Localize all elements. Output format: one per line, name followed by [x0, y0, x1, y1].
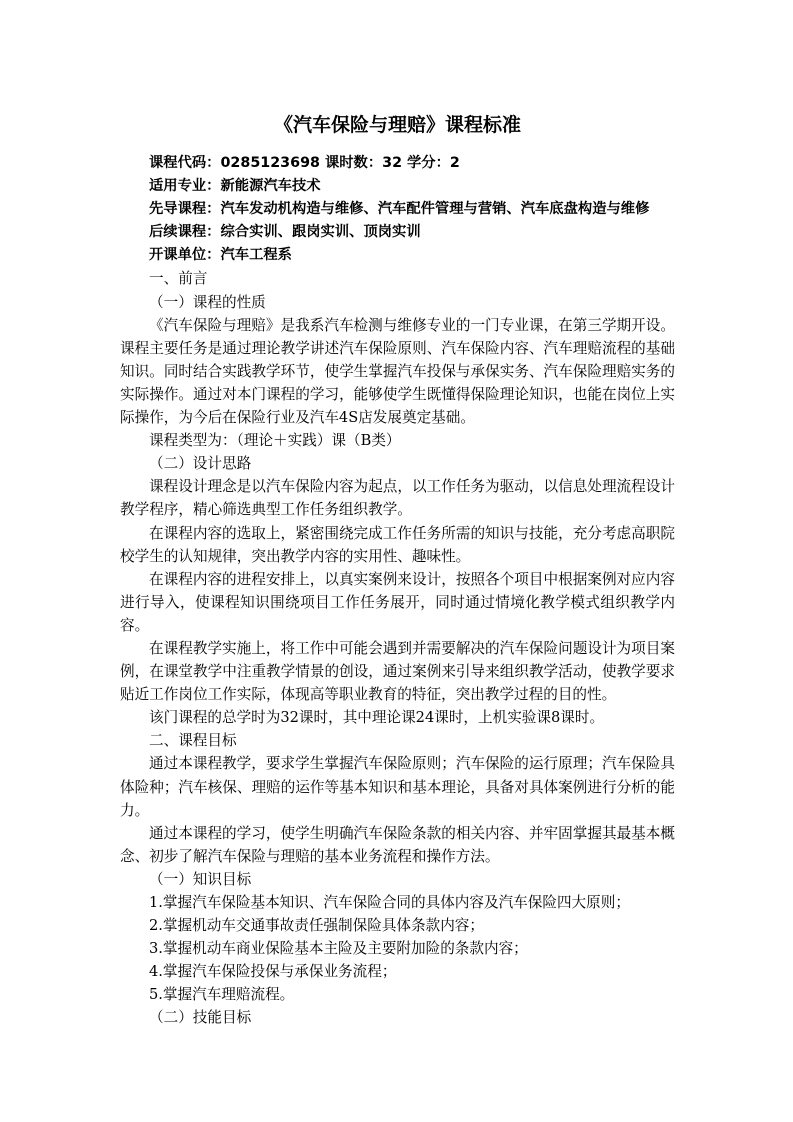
section-heading-objectives: 二、课程目标	[149, 732, 237, 750]
document-title: 《汽车保险与理赔》课程标准	[273, 114, 521, 136]
subsection-heading-skills: （二）技能目标	[149, 1009, 252, 1027]
list-item: 4.掌握汽车保险投保与承保业务流程；	[149, 963, 397, 981]
follow-up-line: 后续课程：综合实训、跟岗实训、顶岗实训	[149, 224, 421, 241]
paragraph: 通过本课程教学，要求学生掌握汽车保险原则；汽车保险的运行原理；汽车保险具体险种；汽车核保、理赔的运作等基本知识和基本理论，具备对具体案例进行分析的能力。	[120, 755, 675, 819]
prerequisite-line: 先导课程：汽车发动机构造与维修、汽车配件管理与营销、汽车底盘构造与维修	[149, 201, 650, 218]
course-code-line: 课程代码：0285123698 课时数：32 学分：2	[149, 155, 460, 171]
paragraph: 《汽车保险与理赔》是我系汽车检测与维修专业的一门专业课，在第三学期开设。课程主要任务是通过理论教学讲述汽车保险原则、汽车保险内容、汽车理赔流程的基础知识。同时结合实践教学环节，使学生掌握汽车投保与承保实务、汽车保险理赔实务的实际操作。通过对本门课程的学习，能够使学生既懂得保险理论知识，也能在岗位上实际操作，为今后在保险行业及汽车4S店发展奠定基础。	[120, 316, 675, 427]
department-line: 开课单位：汽车工程系	[149, 247, 292, 264]
subsection-heading-nature: （一）课程的性质	[149, 293, 266, 311]
list-item: 2.掌握机动车交通事故责任强制保险具体条款内容；	[149, 917, 484, 935]
section-heading-preface: 一、前言	[149, 270, 208, 288]
paragraph: 该门课程的总学时为32课时，其中理论课24课时，上机实验课8课时。	[149, 709, 605, 727]
document-body	[120, 110, 675, 1030]
paragraph: 在课程教学实施上，将工作中可能会遇到并需要解决的汽车保险问题设计为项目案例，在课堂教学中注重教学情景的创设，通过案例来引导来组织教学活动，使教学要求贴近工作岗位工作实际，体现高等职业教育的特征，突出教学过程的目的性。	[120, 639, 675, 704]
paragraph: 在课程内容的进程安排上，以真实案例来设计，按照各个项目中根据案例对应内容进行导入，使课程知识围绕项目工作任务展开，同时通过情境化教学模式组织教学内容。	[120, 570, 675, 634]
subsection-heading-knowledge: （一）知识目标	[149, 870, 252, 888]
paragraph: 课程设计理念是以汽车保险内容为起点，以工作任务为驱动，以信息处理流程设计教学程序，精心筛选典型工作任务组织教学。	[120, 478, 675, 519]
list-item: 3.掌握机动车商业保险基本主险及主要附加险的条款内容；	[149, 940, 528, 958]
subsection-heading-design: （二）设计思路	[149, 455, 252, 473]
list-item: 1.掌握汽车保险基本知识、汽车保险合同的具体内容及汽车保险四大原则；	[149, 894, 630, 911]
list-item: 5.掌握汽车理赔流程。	[149, 986, 295, 1004]
paragraph: 在课程内容的选取上，紧密围绕完成工作任务所需的知识与技能，充分考虑高职院校学生的认知规律，突出教学内容的实用性、趣味性。	[120, 524, 675, 565]
paragraph: 通过本课程的学习，使学生明确汽车保险条款的相关内容、并牢固掌握其最基本概念、初步了解汽车保险与理赔的基本业务流程和操作方法。	[120, 824, 675, 865]
paragraph: 课程类型为：（理论＋实践）课（B类）	[149, 432, 401, 450]
major-line: 适用专业：新能源汽车技术	[149, 178, 321, 195]
